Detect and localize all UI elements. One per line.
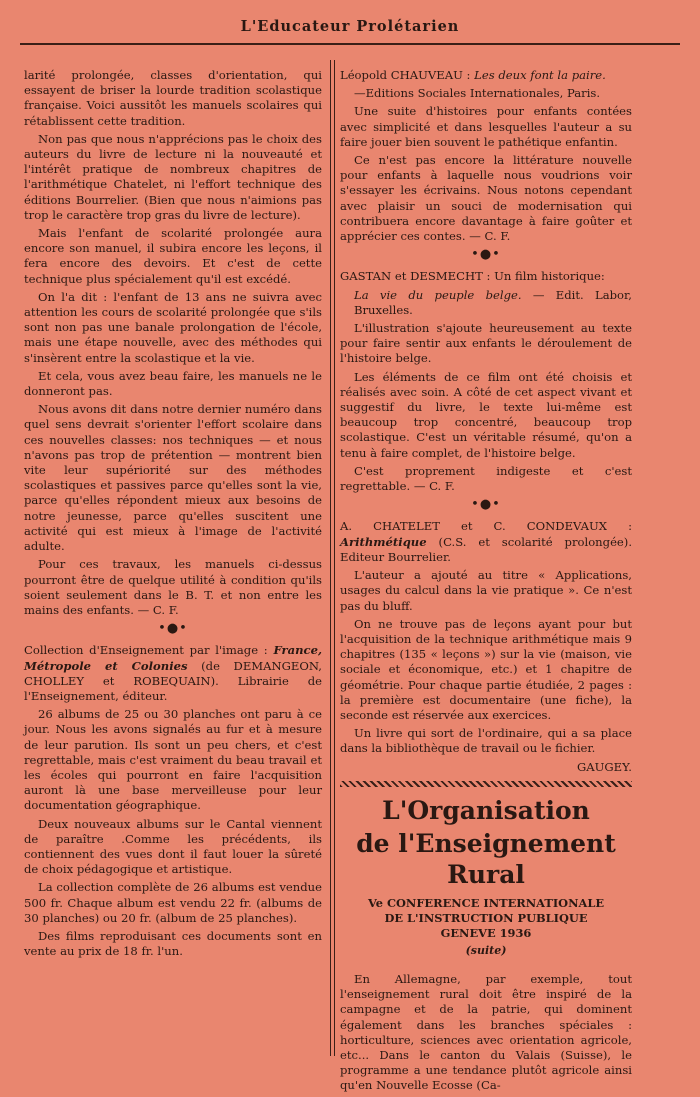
ornament-separator: •●• [471,247,501,263]
review-heading-text: Collection d'Enseignement par l'image : [24,643,274,658]
review-heading-author: A. CHATELET et C. CONDEVAUX : [340,519,632,534]
right-column [340,68,632,1097]
paragraph: Un livre qui sort de l'ordinaire, qui a sa place dans la bibliothèque de travail ou le fichier. [340,726,632,756]
paragraph: larité prolongée, classes d'orientation, qui essayent de briser la lourde tradition scolastique française. Voici aussitôt les manuels scolaires qui rétablissent cette tradition. [24,68,322,128]
ornament-separator: •●• [471,497,501,513]
review-heading [24,643,322,704]
ornament-separator: •●• [158,621,188,637]
article-continued-label: (suite) [465,943,507,957]
article-subtitle-line2: DE L'INSTRUCTION PUBLIQUE [384,910,588,925]
column-divider [330,60,335,1056]
paragraph: Pour ces travaux, les manuels ci-dessus pourront être de quelque utilité à condition qu'ils soient seulement dans le B. T. et non entre les mains des enfants. — C. F. [24,557,322,617]
article-title-line1: L'Organisation [382,795,590,825]
review-heading [340,519,632,565]
review-heading-title: La vie du peuple belge. [354,287,522,302]
paragraph: On l'a dit : l'enfant de 13 ans ne suivra avec attention les cours de scolarité prolongée que s'ils sont non pas une banale prolongation de l'école, mais une étape nouvelle, avec des méthodes qui s'insèrent entre la scolastique et la vie. [24,289,322,365]
paragraph: Et cela, vous avez beau faire, les manuels ne le donneront pas. [24,368,322,399]
paragraph: Non pas que nous n'apprécions pas le choix des auteurs du livre de lecture ni la nouveauté et l'intérêt pratique de nombreux chapitres de l'arithmétique Chatelet, ni l'effort technique des éditions Bourrelier. (Bien que nous n'aimions pas trop le caractère trop gras du livre de lecture). [24,131,322,222]
paragraph: L'auteur a ajouté au titre « Applications, usages du calcul dans la vie pratique ». Ce n'est pas du bluff. [340,568,632,613]
paragraph: Les éléments de ce film ont été choisis et réalisés avec soin. A côté de cet aspect vivant et suggestif du livre, le texte lui-même est beaucoup trop concentré, beaucoup trop scolastique. C'est un véritable résumé, qu'on a tenu à faire complet, de l'histoire belge. [340,369,632,460]
signature: GAUGEY. [577,759,632,774]
paragraph: Nous avons dit dans notre dernier numéro dans quel sens devrait s'orienter l'effort scolaire dans ces nouvelles classes: nos techniques — et nous n'avons pas trop de prétention — montrent bien vite leur supériorité sur des méthodes scolastiques et passives parce qu'elles sont la vie, parce qu'elles répondent mieux aux besoins de notre jeunesse, parce qu'elles suscitent une activité qui est mieux à l'image de l'activité adulte. [24,402,322,554]
paragraph: L'illustration s'ajoute heureusement au texte pour faire sentir aux enfants le déroulement de l'histoire belge. [340,321,632,366]
review-heading-author: Léopold CHAUVEAU : [340,68,475,82]
article-subtitle-line3: GENEVE 1936 [440,925,532,940]
paragraph: Des films reproduisant ces documents sont en vente au prix de 18 fr. l'un. [24,928,322,959]
paragraph: Deux nouveaux albums sur le Cantal viennent de paraître .Comme les précédents, ils contiennent des vues dont il faut louer la sûreté de choix pédagogique et artistique. [24,816,322,877]
article-title-line2: de l'Enseignement Rural [356,828,616,889]
review-heading-title: Arithmétique [340,534,427,549]
review-heading [340,288,632,318]
review-heading-publisher: —Editions Sociales Internationales, Paris. [354,86,601,101]
review-heading-title: Les deux font la paire. [474,68,606,82]
paragraph: La collection complète de 26 albums est vendue 500 fr. Chaque album est vendu 22 fr. (albums de 30 planches) ou 20 fr. (album de 25 planches). [24,880,322,925]
paragraph: 26 albums de 25 ou 30 planches ont paru à ce jour. Nous les avons signalés au fur et à mesure de leur parution. Ils sont un peu chers, et c'est regrettable, mais c'est vraiment du beau travail et les écoles qui pourront en faire l'acquisition auront là une base merveilleuse pour leur documentation géographique. [24,707,322,813]
paragraph: On ne trouve pas de leçons ayant pour but l'acquisition de la technique arithmétique mais 9 chapitres (135 « leçons ») sur la vie (maison, vie sociale et économique, etc.) et 1 chapitre de géométrie. Pour chaque partie étudiée, 2 pages : la première est documentaire (une fiche), la seconde est réservée aux exercices. [340,616,632,722]
review-heading [340,68,632,83]
review-heading-publisher: (de DEMANGEON, CHOLLEY et ROBEQUAIN). Librairie de l'Enseignement, éditeur. [24,658,322,703]
page-header: L'Educateur Prolétarien [240,18,460,35]
decorative-rule [340,781,632,787]
article-subtitle-line1: Ve CONFERENCE INTERNATIONALE [367,895,605,910]
review-heading-author: GASTAN et DESMECHT : Un film historique: [340,269,605,284]
paragraph: C'est proprement indigeste et c'est regrettable. — C. F. [340,463,632,494]
review-heading-publisher: — Edit. Labor, Bruxelles. [354,287,632,317]
paragraph: Une suite d'histoires pour enfants contées avec simplicité et dans lesquelles l'auteur a su faire jouer bien souvent le pathétique enfantin. [340,104,632,149]
header-rule [20,43,680,45]
review-heading-publisher: (C.S. et scolarité prolongée). Editeur Bourrelier. [340,534,632,564]
paragraph: En Allemagne, par exemple, tout l'enseignement rural doit être inspiré de la campagne et de la patrie, qui dominent également dans les branches spéciales : horticulture, sciences avec orientation agricole, etc... Dans le canton du Valais (Suisse), le programme a une tendance plutôt agricole ainsi qu'en Nouvelle Ecosse (Ca- [340,971,632,1093]
left-column [24,68,322,962]
paragraph: Ce n'est pas encore la littérature nouvelle pour enfants à laquelle nous voudrions voir s'essayer les écrivains. Nous notons cependant avec plaisir un souci de modernisation qui contribuera encore davantage à faire goûter et apprécier ces contes. — C. F. [340,153,632,244]
paragraph: Mais l'enfant de scolarité prolongée aura encore son manuel, il subira encore les leçons, il fera encore des devoirs. Et c'est de cette technique plus spécialement qu'il est excédé. [24,226,322,286]
review-heading-title: France, Métropole et Colonies [24,643,322,673]
